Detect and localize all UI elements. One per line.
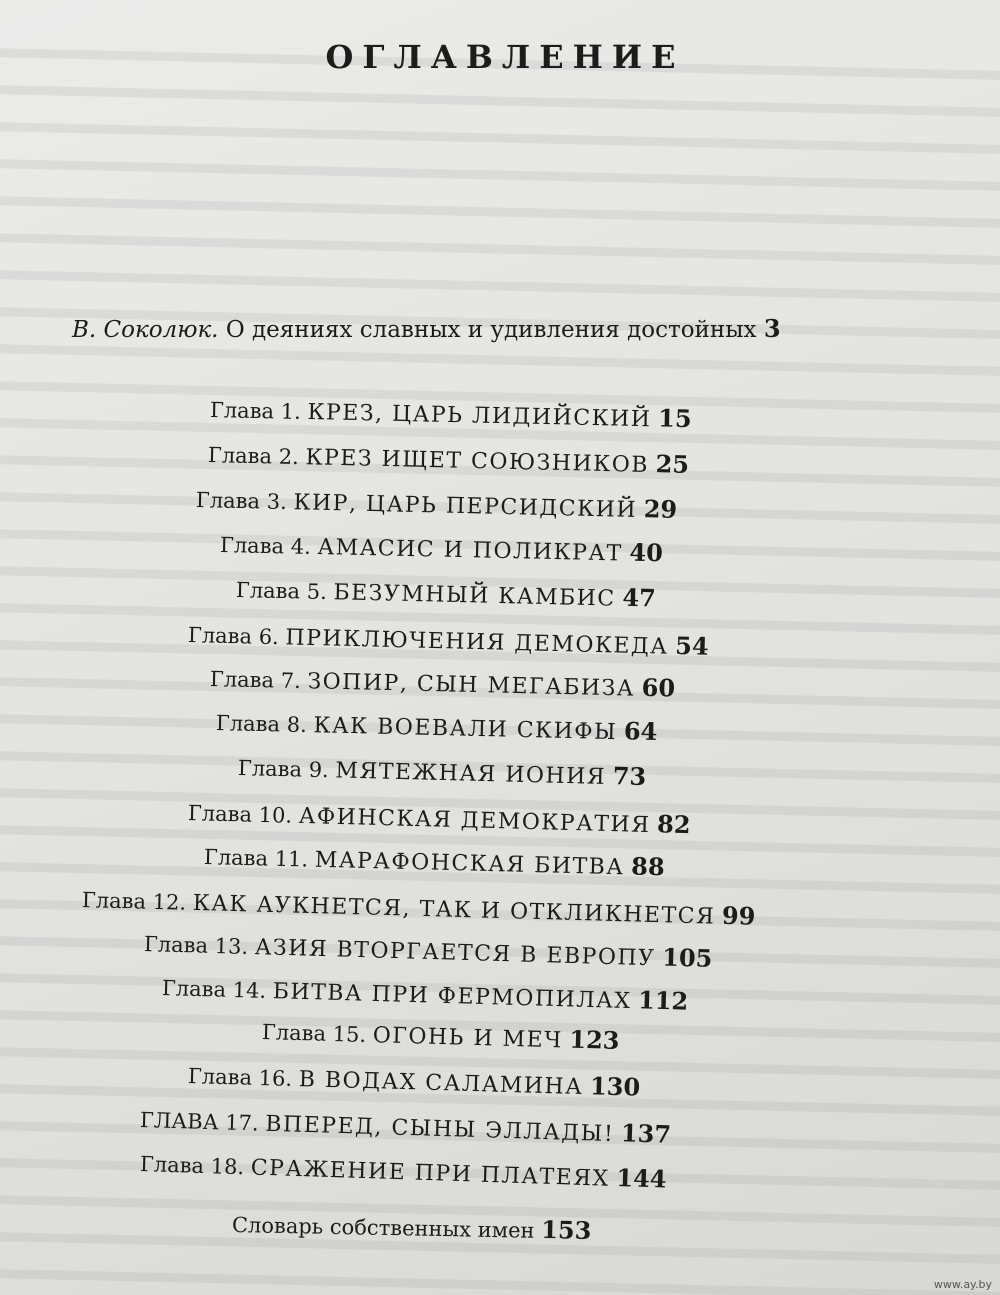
chapter-entry — [140, 1148, 667, 1194]
chapter-number: 17. — [224, 1110, 260, 1136]
intro-entry — [72, 314, 781, 343]
dictionary-page: 153 — [540, 1214, 592, 1245]
chapter-label: Глава — [187, 1064, 253, 1090]
chapter-title: БЕЗУМНЫЙ КАМБИС — [333, 580, 616, 612]
chapter-page: 123 — [568, 1024, 620, 1055]
chapter-title: КИР, ЦАРЬ ПЕРСИДСКИЙ — [293, 490, 638, 524]
chapter-number: 15. — [332, 1021, 367, 1047]
bleed-through-line — [0, 84, 1000, 118]
bleed-through-line — [0, 158, 1000, 192]
chapter-label: Глава — [143, 932, 209, 958]
chapter-number: 6. — [258, 624, 280, 650]
chapter-title: АМАСИС И ПОЛИКРАТ — [317, 535, 623, 567]
chapter-page: 40 — [629, 537, 664, 568]
chapter-page: 105 — [661, 942, 713, 973]
chapter-number: 14. — [232, 977, 267, 1003]
chapter-number: 4. — [290, 534, 312, 559]
chapter-title: КАК ВОЕВАЛИ СКИФЫ — [313, 713, 618, 746]
chapter-page: 144 — [615, 1162, 667, 1194]
chapter-label: Глава — [203, 845, 269, 871]
chapter-number: 5. — [306, 579, 328, 605]
chapter-label: ГЛАВА — [139, 1108, 219, 1135]
chapter-title: АЗИЯ ВТОРГАЕТСЯ В ЕВРОПУ — [254, 935, 656, 972]
chapter-page: 99 — [721, 900, 756, 931]
chapter-page: 112 — [637, 985, 689, 1016]
chapter-page: 64 — [623, 716, 658, 747]
bleed-through-line — [0, 232, 1000, 266]
chapter-page: 82 — [656, 809, 691, 840]
chapter-page: 15 — [657, 403, 692, 434]
chapter-entry — [208, 439, 690, 479]
chapter-entry — [236, 574, 656, 613]
chapter-entry — [144, 928, 713, 973]
chapter-title: ВПЕРЕД, СЫНЫ ЭЛЛАДЫ! — [264, 1111, 615, 1148]
dictionary-title: Словарь собственных имен — [231, 1213, 535, 1243]
dictionary-entry — [232, 1209, 592, 1245]
chapter-page: 73 — [612, 761, 647, 791]
chapter-number: 7. — [280, 668, 302, 694]
chapter-page: 25 — [655, 449, 690, 479]
chapter-label: Глава — [235, 578, 301, 604]
chapter-label: Глава — [209, 667, 275, 693]
watermark-text: www.ay.by — [933, 1278, 992, 1291]
chapter-title: КРЕЗ, ЦАРЬ ЛИДИЙСКИЙ — [307, 400, 652, 433]
intro-title: О деяниях славных и удивления достойных — [225, 317, 757, 343]
chapter-title: МАРАФОНСКАЯ БИТВА — [314, 847, 625, 881]
chapter-label: Глава — [139, 1152, 205, 1179]
chapter-number: 1. — [280, 399, 302, 424]
chapter-number: 16. — [258, 1065, 293, 1091]
chapter-number: 11. — [274, 846, 309, 872]
bleed-through-line — [0, 343, 1000, 377]
bleed-through-line — [0, 195, 1000, 229]
intro-author: В. Соколюк. — [72, 317, 219, 343]
chapter-label: Глава — [207, 443, 273, 469]
chapter-title: МЯТЕЖНАЯ ИОНИЯ — [335, 758, 607, 790]
chapter-title: СРАЖЕНИЕ ПРИ ПЛАТЕЯХ — [250, 1155, 611, 1192]
chapter-number: 8. — [286, 712, 308, 738]
chapter-number: 18. — [210, 1154, 245, 1180]
chapter-title: АФИНСКАЯ ДЕМОКРАТИЯ — [298, 803, 651, 839]
chapter-number: 10. — [258, 802, 293, 828]
chapter-entry — [262, 1016, 620, 1055]
chapter-label: Глава — [215, 711, 281, 737]
bleed-through-line — [0, 121, 1000, 155]
chapter-number: 9. — [308, 757, 330, 783]
chapter-label: Глава — [195, 488, 261, 514]
chapter-entry — [196, 484, 678, 524]
chapter-number: 2. — [278, 444, 300, 470]
chapter-entry — [210, 663, 676, 703]
chapter-entry — [216, 707, 658, 746]
chapter-title: КАК АУКНЕТСЯ, ТАК И ОТКЛИКНЕТСЯ — [192, 890, 716, 930]
chapter-label: Глава — [81, 888, 147, 914]
chapter-title: БИТВА ПРИ ФЕРМОПИЛАХ — [272, 979, 632, 1015]
chapter-page: 60 — [641, 672, 676, 703]
chapter-entry — [188, 619, 709, 661]
chapter-entry — [82, 884, 756, 931]
chapter-entry — [238, 752, 647, 791]
chapter-page: 137 — [620, 1118, 672, 1149]
chapter-entry — [220, 529, 663, 567]
chapter-entry — [188, 1060, 641, 1102]
chapter-label: Глава — [187, 801, 253, 827]
chapter-label: Глава — [161, 976, 227, 1002]
chapter-title: КРЕЗ ИЩЕТ СОЮЗНИКОВ — [305, 445, 650, 479]
chapter-title: ОГОНЬ И МЕЧ — [372, 1023, 563, 1054]
chapter-entry — [210, 394, 692, 433]
chapter-number: 3. — [266, 489, 288, 515]
chapter-number: 13. — [214, 933, 249, 959]
chapter-page: 29 — [643, 494, 678, 524]
chapter-entry — [204, 841, 665, 881]
bleed-through-line — [0, 269, 1000, 303]
chapter-entry — [140, 1104, 672, 1149]
chapter-label: Глава — [187, 623, 253, 649]
chapter-page: 130 — [589, 1071, 641, 1102]
chapter-label: Глава — [209, 398, 275, 424]
chapter-number: 12. — [152, 889, 187, 915]
chapter-page: 54 — [674, 630, 709, 661]
chapter-page: 88 — [630, 851, 665, 882]
toc-heading: ОГЛАВЛЕНИЕ — [325, 38, 685, 76]
chapter-label: Глава — [237, 756, 303, 782]
chapter-label: Глава — [219, 533, 285, 559]
chapter-title: ЗОПИР, СЫН МЕГАБИЗА — [307, 669, 636, 702]
chapter-title: ПРИКЛЮЧЕНИЯ ДЕМОКЕДА — [285, 625, 669, 660]
intro-page: 3 — [763, 314, 781, 343]
bleed-through-line — [0, 1268, 1000, 1295]
chapter-title: В ВОДАХ САЛАМИНА — [298, 1067, 584, 1101]
chapter-entry — [162, 972, 689, 1016]
chapter-label: Глава — [261, 1020, 327, 1046]
chapter-entry — [188, 797, 691, 839]
chapter-page: 47 — [622, 582, 657, 613]
